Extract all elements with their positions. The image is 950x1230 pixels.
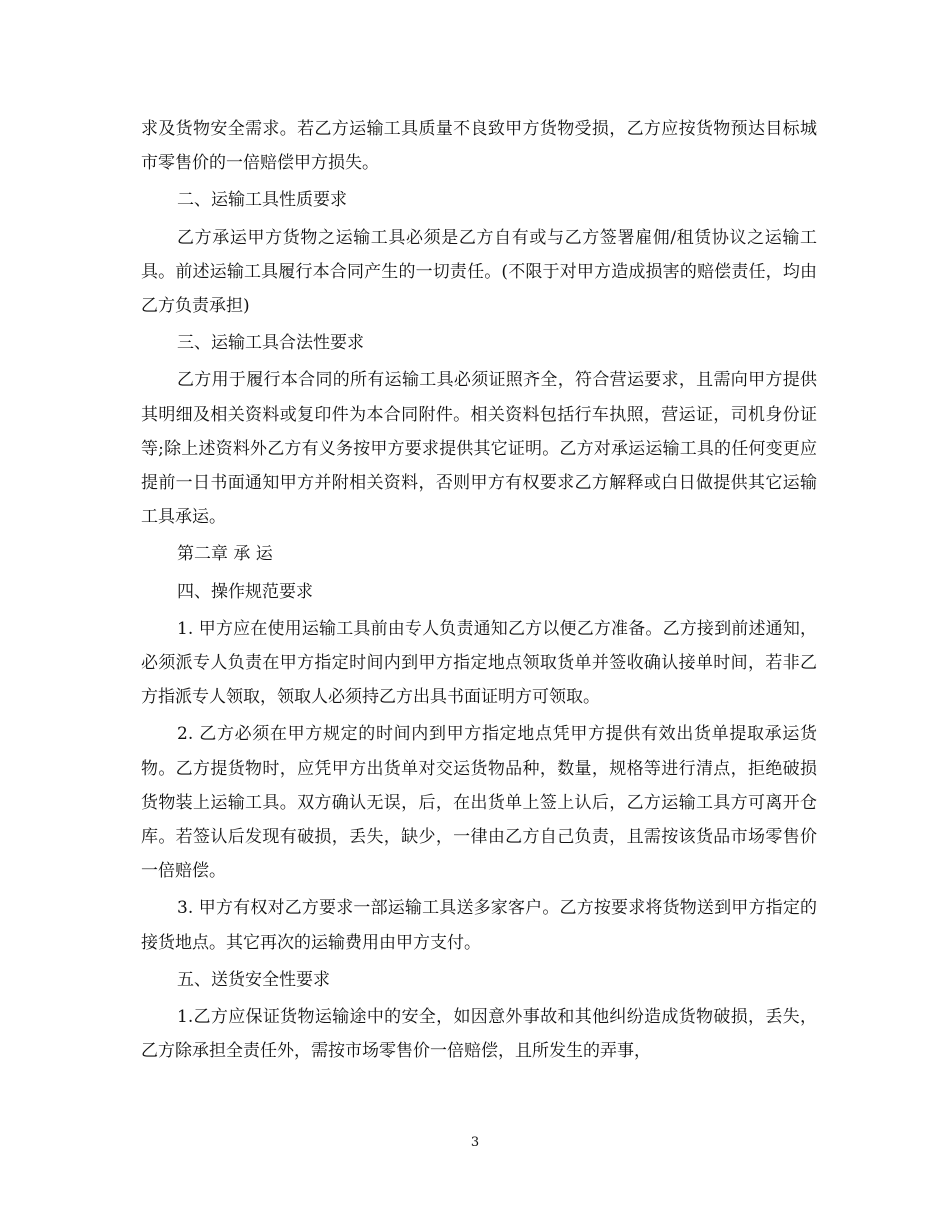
chapter-heading: 第二章 承 运 (177, 544, 273, 565)
list-item-delivery-safety-1: 1.乙方应保证货物运输途中的安全，如因意外事故和其他纠纷造成货物破损，丢失，乙方除承担全责任外，需按市场零售价一倍赔偿，且所发生的弄事， (141, 1007, 817, 1062)
paragraph-transport-nature: 乙方承运甲方货物之运输工具必须是乙方自有或与乙方签署雇佣/租赁协议之运输工具。前述运输工具履行本合同产生的一切责任。(不限于对甲方造成损害的赔偿责任，均由乙方负责承担) (141, 227, 817, 317)
paragraph-transport-legality: 乙方用于履行本合同的所有运输工具必须证照齐全，符合营运要求，且需向甲方提供其明细及相关资料或复印件为本合同附件。相关资料包括行车执照，营运证，司机身份证等;除上述资料外乙方有义务按甲方要求提供其它证明。乙方对承运运输工具的任何变更应提前一日书面通知甲方并附相关资料，否则甲方有权要求乙方解释或白日做提供其它运输工具承运。 (141, 370, 817, 528)
list-item-operation-2: 2. 乙方必须在甲方规定的时间内到甲方指定地点凭甲方提供有效出货单提取承运货物。乙方提货物时，应凭甲方出货单对交运货物品种，数量，规格等进行清点，拒绝破损货物装上运输工具。双方确认无误，后，在出货单上签上认后，乙方运输工具方可离开仓库。若签认后发现有破损，丢失，缺少，一律由乙方自己负责，且需按该货品市场零售价一倍赔偿。 (141, 724, 817, 882)
section-heading-operation-rules: 四、操作规范要求 (177, 581, 313, 602)
section-heading-transport-legality: 三、运输工具合法性要求 (177, 333, 364, 354)
document-body (141, 112, 817, 1071)
section-heading-transport-nature: 二、运输工具性质要求 (177, 190, 347, 211)
section-heading-delivery-safety: 五、送货安全性要求 (177, 969, 330, 990)
list-item-operation-3: 3. 甲方有权对乙方要求一部运输工具送多家客户。乙方按要求将货物送到甲方指定的接货地点。其它再次的运输费用由甲方支付。 (141, 898, 817, 953)
page-number: 3 (470, 1135, 480, 1150)
paragraph-continuation: 求及货物安全需求。若乙方运输工具质量不良致甲方货物受损，乙方应按货物预达目标城市零售价的一倍赔偿甲方损失。 (141, 119, 817, 174)
list-item-operation-1: 1. 甲方应在使用运输工具前由专人负责通知乙方以便乙方准备。乙方接到前述通知，必须派专人负责在甲方指定时间内到甲方指定地点领取货单并签收确认接单时间，若非乙方指派专人领取，领取人必须持乙方出具书面证明方可领取。 (141, 618, 817, 708)
